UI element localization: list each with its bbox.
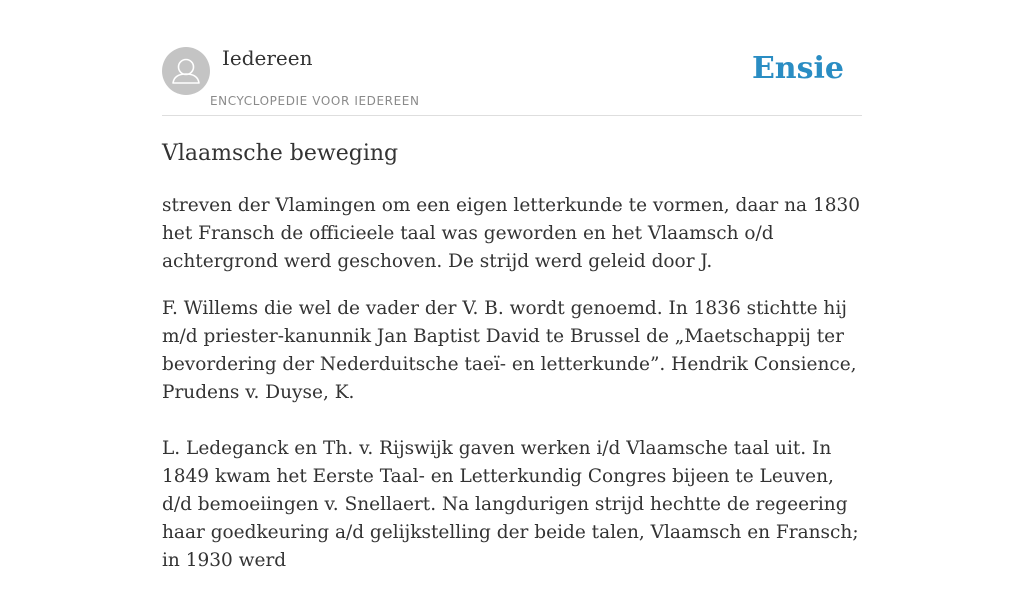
article-paragraph: F. Willems die wel de vader der V. B. wordt genoemd. In 1836 stichtte hij m/d priester-kanunnik Jan Baptist David te Brussel de „Maetschappij ter bevordering der Nederduitsche taeï- en letterkunde”. Hendrik Consience, Prudens v. Duyse, K. — [162, 298, 857, 403]
site-tagline: ENCYCLOPEDIE VOOR IEDEREEN — [210, 94, 420, 108]
avatar[interactable] — [162, 47, 210, 95]
article-paragraph: L. Ledeganck en Th. v. Rijswijk gaven werken i/d Vlaamsche taal uit. In 1849 kwam het Eerste Taal- en Letterkundig Congres bijeen te Leuven, d/d bemoeiingen v. Snellaert. Na langdurigen strijd hechtte de regeering haar goedkeuring a/d gelijkstelling der beide talen, Vlaamsch en Fransch; in 1930 werd — [162, 438, 859, 571]
user-icon — [162, 47, 210, 95]
page — [162, 0, 862, 571]
article-body — [162, 192, 862, 594]
article-paragraph: streven der Vlamingen om een eigen letterkunde te vormen, daar na 1830 het Fransch de officieele taal was geworden en het Vlaamsch o/d achtergrond werd geschoven. De strijd werd geleid door J. — [162, 195, 861, 272]
header — [162, 0, 862, 116]
brand-logo[interactable]: Ensie — [751, 51, 844, 86]
page-title: Vlaamsche beweging — [162, 141, 399, 166]
author-name[interactable]: Iedereen — [222, 46, 313, 70]
